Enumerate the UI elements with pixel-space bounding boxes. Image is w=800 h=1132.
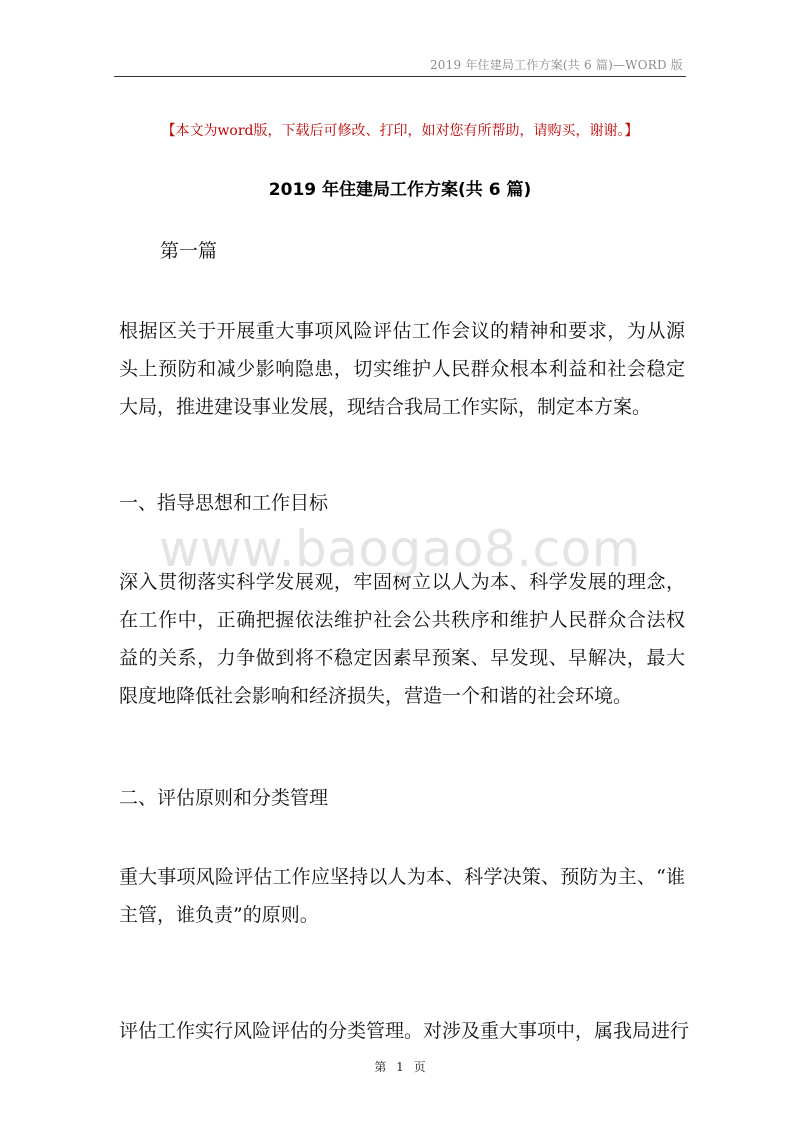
document-title: 2019 年住建局工作方案(共 6 篇) (268, 180, 532, 200)
part-label: 第一篇 (160, 240, 218, 262)
paragraph-classification: 评估工作实行风险评估的分类管理。对涉及重大事项中，属我局进行 (119, 1020, 690, 1042)
paragraph-intro: 根据区关于开展重大事项风险评估工作会议的精神和要求，为从源头上预防和减少影响隐患，切实维护人民群众根本利益和社会稳定大局，推进建设事业发展，现结合我局工作实际，制定本方案。 (119, 320, 685, 418)
footer-prefix: 第 (374, 1060, 387, 1074)
header-rule (114, 76, 686, 77)
purchase-notice: 【本文为word版，下载后可修改、打印，如对您有所帮助，请购买，谢谢。】 (161, 123, 639, 139)
footer-suffix: 页 (413, 1060, 426, 1074)
section-heading-1: 一、指导思想和工作目标 (119, 492, 329, 514)
paragraph-principles: 重大事项风险评估工作应坚持以人为本、科学决策、预防为主、“谁主管，谁负责”的原则。 (119, 866, 685, 926)
running-header: 2019 年住建局工作方案(共 6 篇)—WORD 版 (429, 58, 683, 72)
section-heading-2: 二、评估原则和分类管理 (119, 787, 329, 809)
paragraph-guiding-thought: 深入贯彻落实科学发展观，牢固树立以人为本、科学发展的理念，在工作中，正确把握依法维护社会公共秩序和维护人民群众合法权益的关系，力争做到将不稳定因素早预案、早发现、早解决，最大限度地降低社会影响和经济损失，营造一个和谐的社会环境。 (119, 571, 685, 707)
page-number: 1 (396, 1060, 404, 1074)
page-footer (0, 1058, 800, 1075)
watermark: www.baogao8.com (159, 520, 641, 578)
